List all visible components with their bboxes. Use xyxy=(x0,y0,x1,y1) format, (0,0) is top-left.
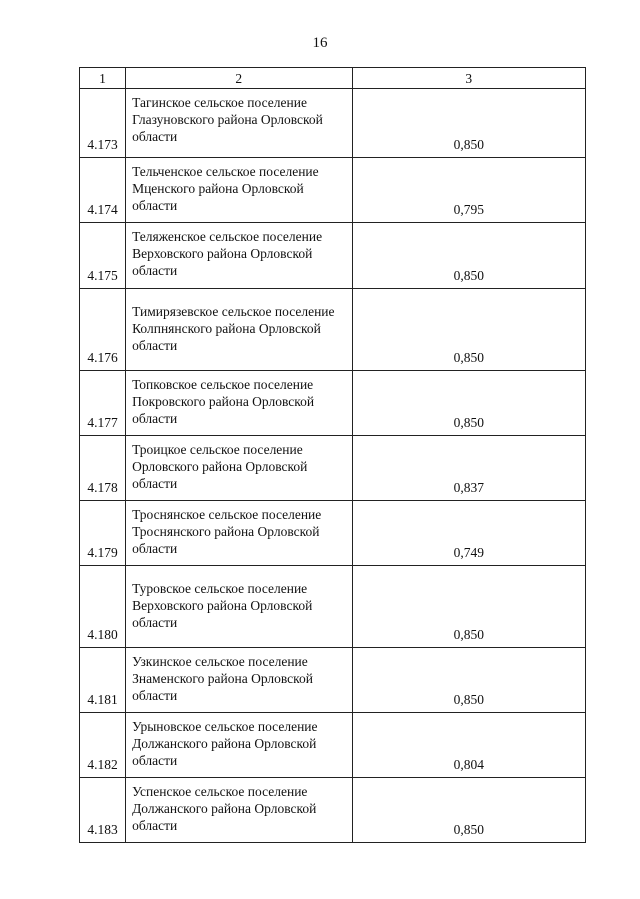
settlement-name: Тагинское сельское поселение Глазуновского района Орловской области xyxy=(126,89,352,158)
settlement-name: Топковское сельское поселение Покровского района Орловской области xyxy=(126,371,352,436)
settlement-name: Теляженское сельское поселение Верховского района Орловской области xyxy=(126,223,352,289)
coefficient-value: 0,850 xyxy=(352,778,585,843)
row-number: 4.175 xyxy=(80,223,126,289)
data-table xyxy=(79,67,586,843)
table-row xyxy=(80,648,586,713)
coefficient-value: 0,749 xyxy=(352,501,585,566)
row-number: 4.178 xyxy=(80,436,126,501)
table-row xyxy=(80,289,586,371)
settlement-name: Тельченское сельское поселение Мценского района Орловской области xyxy=(126,158,352,223)
page-number: 16 xyxy=(312,35,328,51)
row-number: 4.177 xyxy=(80,371,126,436)
table-row xyxy=(80,566,586,648)
row-number: 4.181 xyxy=(80,648,126,713)
settlement-name: Урыновское сельское поселение Должанского района Орловской области xyxy=(126,713,352,778)
row-number: 4.173 xyxy=(80,89,126,158)
table-row xyxy=(80,158,586,223)
table-header-row xyxy=(80,68,586,89)
settlement-name: Успенское сельское поселение Должанского района Орловской области xyxy=(126,778,352,843)
coefficient-value: 0,850 xyxy=(352,223,585,289)
coefficient-value: 0,850 xyxy=(352,566,585,648)
row-number: 4.179 xyxy=(80,501,126,566)
header-col-2: 2 xyxy=(126,68,352,89)
row-number: 4.176 xyxy=(80,289,126,371)
settlement-name: Тимирязевское сельское поселение Колпнянского района Орловской области xyxy=(126,289,352,371)
row-number: 4.180 xyxy=(80,566,126,648)
coefficient-value: 0,850 xyxy=(352,371,585,436)
table-row xyxy=(80,223,586,289)
row-number: 4.174 xyxy=(80,158,126,223)
table-row xyxy=(80,713,586,778)
table-row xyxy=(80,501,586,566)
row-number: 4.182 xyxy=(80,713,126,778)
settlement-name: Узкинское сельское поселение Знаменского района Орловской области xyxy=(126,648,352,713)
coefficient-value: 0,850 xyxy=(352,648,585,713)
coefficient-value: 0,795 xyxy=(352,158,585,223)
settlement-name: Туровское сельское поселение Верховского района Орловской области xyxy=(126,566,352,648)
coefficient-value: 0,804 xyxy=(352,713,585,778)
header-col-3: 3 xyxy=(352,68,585,89)
table-row xyxy=(80,89,586,158)
table-row xyxy=(80,371,586,436)
row-number: 4.183 xyxy=(80,778,126,843)
table-row xyxy=(80,436,586,501)
coefficient-value: 0,850 xyxy=(352,289,585,371)
coefficient-value: 0,850 xyxy=(352,89,585,158)
coefficient-value: 0,837 xyxy=(352,436,585,501)
table-row xyxy=(80,778,586,843)
settlement-name: Троснянское сельское поселение Троснянского района Орловской области xyxy=(126,501,352,566)
settlement-name: Троицкое сельское поселение Орловского района Орловской области xyxy=(126,436,352,501)
header-col-1: 1 xyxy=(80,68,126,89)
